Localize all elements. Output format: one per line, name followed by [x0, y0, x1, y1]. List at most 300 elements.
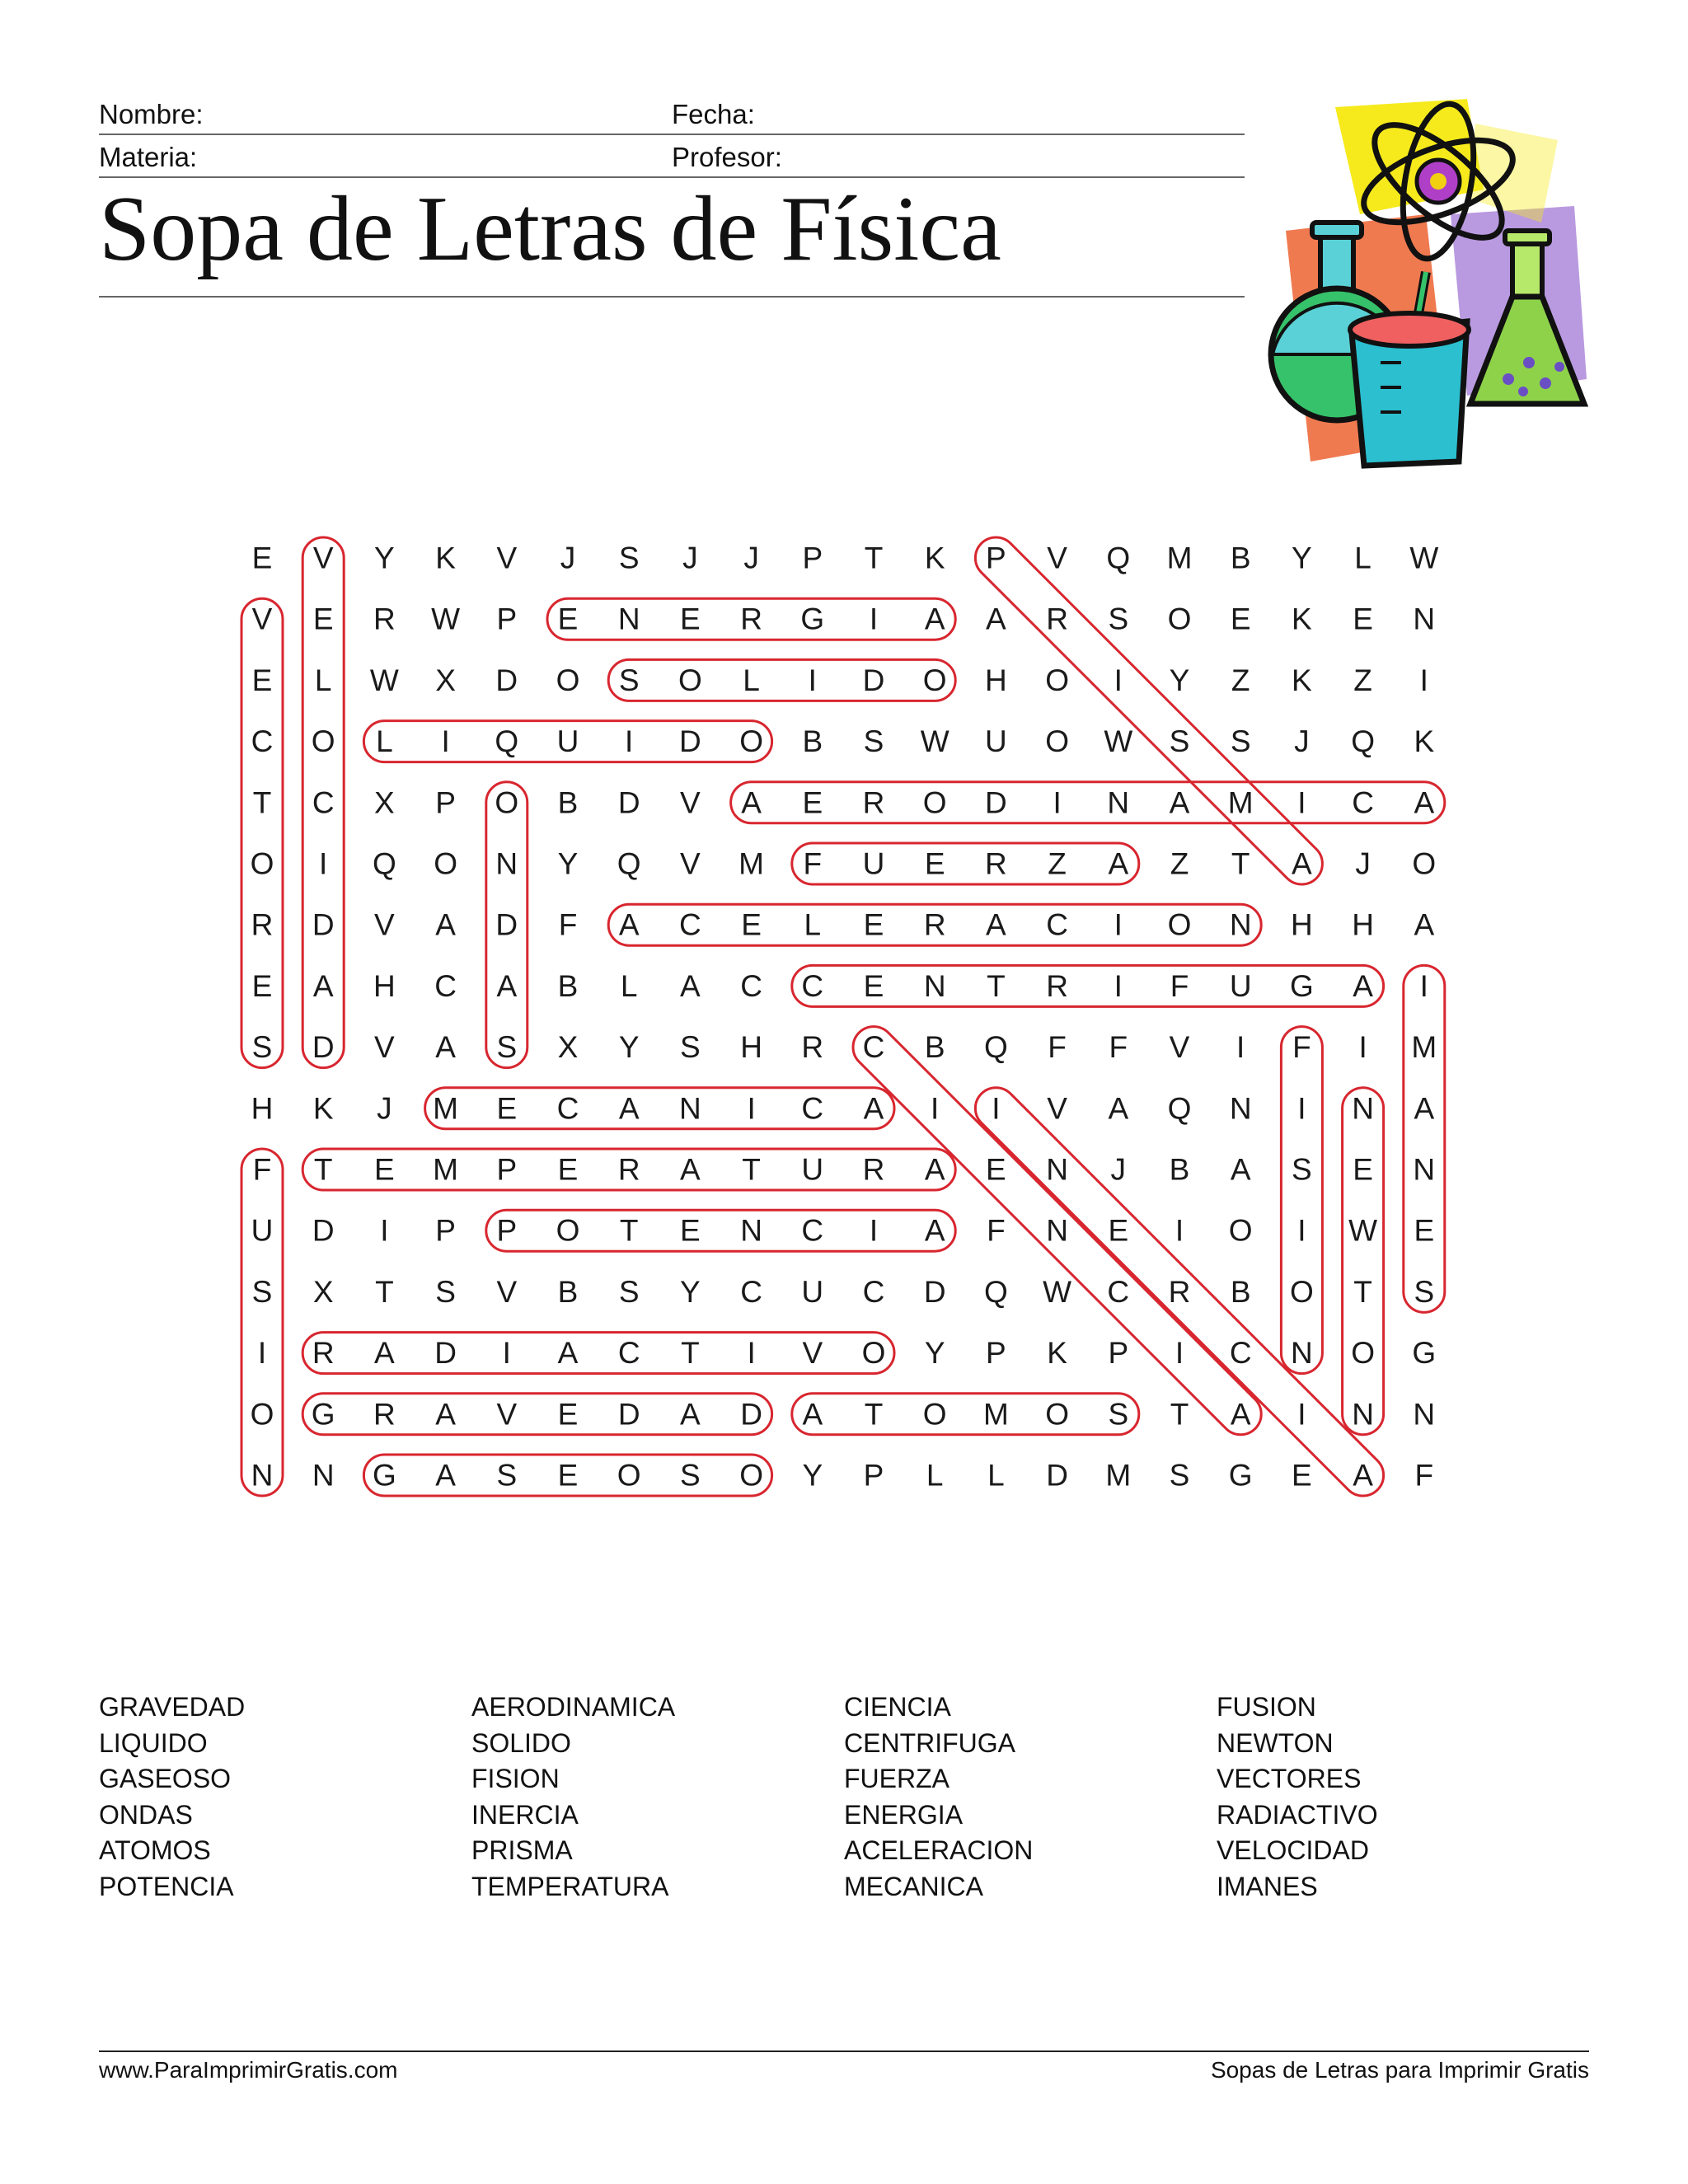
- grid-letter[interactable]: Q: [984, 1274, 1008, 1309]
- grid-letter[interactable]: A: [680, 968, 701, 1003]
- grid-letter[interactable]: E: [741, 907, 762, 942]
- grid-letter[interactable]: F: [1414, 1458, 1434, 1493]
- grid-letter[interactable]: N: [495, 846, 518, 881]
- grid-letter[interactable]: P: [496, 1213, 518, 1248]
- grid-letter[interactable]: C: [862, 1030, 885, 1065]
- grid-letter[interactable]: D: [985, 785, 1007, 820]
- grid-letter[interactable]: X: [557, 1030, 579, 1065]
- grid-letter[interactable]: O: [250, 846, 274, 881]
- grid-letter[interactable]: A: [1414, 785, 1435, 820]
- grid-letter[interactable]: N: [1413, 602, 1436, 636]
- grid-letter[interactable]: D: [312, 1030, 335, 1065]
- grid-letter[interactable]: U: [556, 724, 579, 759]
- grid-letter[interactable]: F: [1170, 968, 1189, 1003]
- grid-letter[interactable]: S: [618, 663, 640, 697]
- grid-letter[interactable]: H: [373, 968, 396, 1003]
- grid-letter[interactable]: Q: [373, 846, 396, 881]
- grid-letter[interactable]: O: [617, 1458, 641, 1493]
- grid-letter[interactable]: M: [1227, 785, 1254, 820]
- grid-letter[interactable]: M: [1105, 1458, 1132, 1493]
- grid-letter[interactable]: S: [1292, 1152, 1312, 1187]
- grid-letter[interactable]: F: [987, 1213, 1006, 1248]
- grid-letter[interactable]: W: [1409, 541, 1439, 575]
- grid-letter[interactable]: P: [496, 602, 518, 636]
- grid-letter[interactable]: R: [1168, 1274, 1191, 1309]
- grid-letter[interactable]: L: [804, 907, 822, 942]
- grid-letter[interactable]: E: [557, 602, 579, 636]
- grid-letter[interactable]: W: [431, 602, 461, 636]
- grid-letter[interactable]: E: [251, 968, 273, 1003]
- grid-letter[interactable]: A: [986, 602, 1006, 636]
- grid-letter[interactable]: C: [617, 1336, 640, 1371]
- grid-letter[interactable]: M: [433, 1091, 459, 1126]
- grid-letter[interactable]: S: [496, 1458, 518, 1493]
- grid-letter[interactable]: W: [920, 724, 950, 759]
- grid-letter[interactable]: A: [435, 1458, 456, 1493]
- grid-letter[interactable]: A: [1292, 846, 1312, 881]
- grid-letter[interactable]: N: [1352, 1397, 1374, 1432]
- grid-letter[interactable]: Y: [680, 1274, 701, 1309]
- grid-letter[interactable]: S: [680, 1458, 701, 1493]
- grid-letter[interactable]: M: [738, 846, 765, 881]
- grid-letter[interactable]: O: [434, 846, 457, 881]
- grid-letter[interactable]: K: [924, 541, 945, 575]
- grid-letter[interactable]: J: [743, 541, 759, 575]
- grid-letter[interactable]: Q: [1167, 1091, 1192, 1126]
- grid-letter[interactable]: Y: [802, 1458, 823, 1493]
- grid-letter[interactable]: O: [678, 663, 702, 697]
- grid-letter[interactable]: L: [926, 1458, 944, 1493]
- grid-letter[interactable]: V: [496, 541, 518, 575]
- grid-letter[interactable]: K: [312, 1091, 334, 1126]
- grid-letter[interactable]: J: [1355, 846, 1371, 881]
- grid-letter[interactable]: T: [1231, 846, 1250, 881]
- grid-letter[interactable]: I: [747, 1336, 756, 1371]
- grid-letter[interactable]: V: [1169, 1030, 1190, 1065]
- grid-letter[interactable]: K: [1414, 724, 1435, 759]
- grid-letter[interactable]: A: [1414, 1091, 1435, 1126]
- grid-letter[interactable]: I: [502, 1336, 511, 1371]
- grid-letter[interactable]: I: [1358, 1030, 1367, 1065]
- grid-letter[interactable]: E: [1230, 602, 1251, 636]
- grid-letter[interactable]: W: [369, 663, 399, 697]
- grid-letter[interactable]: O: [1228, 1213, 1253, 1248]
- grid-letter[interactable]: A: [557, 1336, 579, 1371]
- grid-letter[interactable]: Q: [984, 1030, 1008, 1065]
- grid-letter[interactable]: O: [739, 1458, 763, 1493]
- grid-letter[interactable]: E: [1414, 1213, 1435, 1248]
- grid-letter[interactable]: D: [679, 724, 701, 759]
- grid-letter[interactable]: T: [742, 1152, 761, 1187]
- grid-letter[interactable]: O: [1167, 602, 1192, 636]
- grid-letter[interactable]: Y: [557, 846, 579, 881]
- grid-letter[interactable]: R: [862, 1152, 885, 1187]
- grid-letter[interactable]: Z: [1170, 846, 1189, 881]
- grid-letter[interactable]: E: [986, 1152, 1006, 1187]
- grid-letter[interactable]: I: [808, 663, 817, 697]
- grid-letter[interactable]: O: [250, 1397, 274, 1432]
- grid-letter[interactable]: O: [861, 1336, 886, 1371]
- grid-letter[interactable]: X: [374, 785, 395, 820]
- grid-letter[interactable]: E: [1353, 1152, 1373, 1187]
- grid-letter[interactable]: H: [1352, 907, 1374, 942]
- grid-letter[interactable]: R: [312, 1336, 335, 1371]
- grid-letter[interactable]: T: [864, 541, 884, 575]
- grid-letter[interactable]: C: [556, 1091, 579, 1126]
- grid-letter[interactable]: I: [869, 1213, 879, 1248]
- grid-letter[interactable]: N: [1291, 1336, 1313, 1371]
- grid-letter[interactable]: I: [1297, 1091, 1306, 1126]
- grid-letter[interactable]: N: [1046, 1152, 1068, 1187]
- grid-letter[interactable]: F: [558, 907, 578, 942]
- grid-letter[interactable]: G: [311, 1397, 335, 1432]
- grid-letter[interactable]: B: [1230, 1274, 1251, 1309]
- grid-letter[interactable]: J: [560, 541, 576, 575]
- grid-letter[interactable]: R: [1046, 602, 1068, 636]
- grid-letter[interactable]: Q: [495, 724, 519, 759]
- grid-letter[interactable]: S: [251, 1030, 273, 1065]
- grid-letter[interactable]: G: [1228, 1458, 1253, 1493]
- grid-letter[interactable]: E: [251, 541, 273, 575]
- grid-letter[interactable]: I: [380, 1213, 389, 1248]
- grid-letter[interactable]: I: [257, 1336, 267, 1371]
- grid-letter[interactable]: Q: [1351, 724, 1375, 759]
- grid-letter[interactable]: V: [312, 541, 334, 575]
- grid-letter[interactable]: L: [1354, 541, 1372, 575]
- grid-letter[interactable]: E: [312, 602, 334, 636]
- grid-letter[interactable]: Z: [1048, 846, 1067, 881]
- grid-letter[interactable]: Y: [618, 1030, 640, 1065]
- grid-letter[interactable]: I: [747, 1091, 756, 1126]
- grid-letter[interactable]: V: [496, 1274, 518, 1309]
- grid-letter[interactable]: N: [1413, 1152, 1436, 1187]
- grid-letter[interactable]: S: [618, 541, 640, 575]
- grid-letter[interactable]: A: [1108, 846, 1129, 881]
- grid-letter[interactable]: O: [1045, 1397, 1069, 1432]
- grid-letter[interactable]: P: [496, 1152, 518, 1187]
- grid-letter[interactable]: I: [1419, 663, 1428, 697]
- grid-letter[interactable]: D: [312, 907, 335, 942]
- grid-letter[interactable]: S: [1108, 602, 1129, 636]
- grid-letter[interactable]: I: [1297, 1397, 1306, 1432]
- grid-letter[interactable]: N: [679, 1091, 701, 1126]
- grid-letter[interactable]: H: [985, 663, 1007, 697]
- grid-letter[interactable]: R: [740, 602, 762, 636]
- grid-letter[interactable]: N: [251, 1458, 274, 1493]
- grid-letter[interactable]: I: [1297, 1213, 1306, 1248]
- grid-letter[interactable]: A: [1169, 785, 1190, 820]
- grid-letter[interactable]: C: [862, 1274, 885, 1309]
- grid-letter[interactable]: N: [923, 968, 946, 1003]
- grid-letter[interactable]: G: [373, 1458, 396, 1493]
- grid-letter[interactable]: I: [1297, 785, 1306, 820]
- grid-letter[interactable]: P: [986, 541, 1006, 575]
- grid-letter[interactable]: E: [680, 602, 701, 636]
- grid-letter[interactable]: S: [435, 1274, 456, 1309]
- grid-letter[interactable]: O: [922, 785, 947, 820]
- grid-letter[interactable]: H: [740, 1030, 762, 1065]
- grid-letter[interactable]: X: [435, 663, 456, 697]
- grid-letter[interactable]: C: [801, 1091, 824, 1126]
- grid-letter[interactable]: R: [923, 907, 946, 942]
- grid-letter[interactable]: T: [619, 1213, 639, 1248]
- grid-letter[interactable]: N: [1229, 907, 1252, 942]
- grid-letter[interactable]: A: [741, 785, 762, 820]
- grid-letter[interactable]: B: [1230, 541, 1251, 575]
- grid-letter[interactable]: C: [434, 968, 457, 1003]
- grid-letter[interactable]: A: [1230, 1397, 1251, 1432]
- grid-letter[interactable]: N: [617, 602, 640, 636]
- grid-letter[interactable]: W: [1043, 1274, 1072, 1309]
- grid-letter[interactable]: A: [312, 968, 334, 1003]
- grid-letter[interactable]: Z: [1353, 663, 1372, 697]
- grid-letter[interactable]: E: [1108, 1213, 1129, 1248]
- grid-letter[interactable]: R: [251, 907, 274, 942]
- grid-letter[interactable]: V: [374, 907, 395, 942]
- grid-letter[interactable]: C: [801, 1213, 824, 1248]
- grid-letter[interactable]: D: [1046, 1458, 1068, 1493]
- grid-letter[interactable]: C: [312, 785, 335, 820]
- grid-letter[interactable]: O: [1167, 907, 1192, 942]
- grid-letter[interactable]: C: [1046, 907, 1068, 942]
- grid-letter[interactable]: A: [1414, 907, 1435, 942]
- grid-letter[interactable]: C: [1107, 1274, 1130, 1309]
- grid-letter[interactable]: G: [1290, 968, 1314, 1003]
- grid-letter[interactable]: V: [680, 785, 701, 820]
- grid-letter[interactable]: E: [924, 846, 945, 881]
- grid-letter[interactable]: C: [251, 724, 274, 759]
- grid-letter[interactable]: I: [1114, 663, 1123, 697]
- grid-letter[interactable]: T: [1170, 1397, 1189, 1432]
- grid-letter[interactable]: I: [1175, 1213, 1184, 1248]
- grid-letter[interactable]: O: [1351, 1336, 1375, 1371]
- grid-letter[interactable]: D: [923, 1274, 946, 1309]
- grid-letter[interactable]: Y: [1169, 663, 1190, 697]
- grid-letter[interactable]: S: [680, 1030, 701, 1065]
- grid-letter[interactable]: Z: [1231, 663, 1250, 697]
- grid-letter[interactable]: G: [1412, 1336, 1437, 1371]
- grid-letter[interactable]: C: [740, 1274, 762, 1309]
- grid-letter[interactable]: V: [496, 1397, 518, 1432]
- grid-letter[interactable]: J: [377, 1091, 392, 1126]
- grid-letter[interactable]: X: [312, 1274, 334, 1309]
- grid-letter[interactable]: P: [435, 1213, 456, 1248]
- grid-letter[interactable]: L: [314, 663, 332, 697]
- grid-letter[interactable]: A: [1353, 1458, 1373, 1493]
- grid-letter[interactable]: P: [435, 785, 456, 820]
- grid-letter[interactable]: D: [740, 1397, 762, 1432]
- grid-letter[interactable]: A: [1230, 1152, 1251, 1187]
- grid-letter[interactable]: K: [435, 541, 456, 575]
- grid-letter[interactable]: E: [251, 663, 273, 697]
- grid-letter[interactable]: U: [801, 1274, 824, 1309]
- grid-letter[interactable]: M: [1411, 1030, 1437, 1065]
- grid-letter[interactable]: S: [1169, 724, 1190, 759]
- grid-letter[interactable]: D: [434, 1336, 457, 1371]
- grid-letter[interactable]: D: [617, 1397, 640, 1432]
- grid-letter[interactable]: K: [1292, 602, 1312, 636]
- grid-letter[interactable]: R: [373, 1397, 396, 1432]
- grid-letter[interactable]: B: [557, 968, 579, 1003]
- grid-letter[interactable]: T: [1353, 1274, 1372, 1309]
- grid-letter[interactable]: U: [985, 724, 1007, 759]
- grid-letter[interactable]: D: [617, 785, 640, 820]
- grid-letter[interactable]: O: [556, 1213, 580, 1248]
- grid-letter[interactable]: N: [312, 1458, 335, 1493]
- grid-letter[interactable]: O: [1045, 724, 1069, 759]
- grid-letter[interactable]: I: [1175, 1336, 1184, 1371]
- grid-letter[interactable]: L: [987, 1458, 1005, 1493]
- grid-letter[interactable]: W: [1348, 1213, 1378, 1248]
- grid-letter[interactable]: N: [1352, 1091, 1374, 1126]
- grid-letter[interactable]: U: [801, 1152, 824, 1187]
- grid-letter[interactable]: T: [252, 785, 272, 820]
- grid-letter[interactable]: M: [433, 1152, 459, 1187]
- grid-letter[interactable]: F: [1048, 1030, 1067, 1065]
- grid-letter[interactable]: S: [863, 724, 884, 759]
- grid-letter[interactable]: F: [252, 1152, 272, 1187]
- grid-letter[interactable]: E: [1292, 1458, 1312, 1493]
- grid-letter[interactable]: E: [802, 785, 823, 820]
- grid-letter[interactable]: N: [1107, 785, 1130, 820]
- grid-letter[interactable]: R: [1046, 968, 1068, 1003]
- grid-letter[interactable]: P: [802, 541, 823, 575]
- grid-letter[interactable]: Q: [1106, 541, 1131, 575]
- grid-letter[interactable]: M: [982, 1397, 1009, 1432]
- grid-letter[interactable]: O: [1412, 846, 1437, 881]
- grid-letter[interactable]: A: [374, 1336, 395, 1371]
- grid-letter[interactable]: S: [1108, 1397, 1129, 1432]
- grid-letter[interactable]: A: [863, 1091, 884, 1126]
- grid-letter[interactable]: E: [1353, 602, 1373, 636]
- grid-letter[interactable]: R: [373, 602, 396, 636]
- grid-letter[interactable]: E: [496, 1091, 518, 1126]
- grid-letter[interactable]: O: [311, 724, 335, 759]
- grid-letter[interactable]: I: [869, 602, 879, 636]
- grid-letter[interactable]: V: [374, 1030, 395, 1065]
- grid-letter[interactable]: J: [1294, 724, 1310, 759]
- grid-letter[interactable]: I: [1053, 785, 1062, 820]
- grid-letter[interactable]: M: [1166, 541, 1193, 575]
- grid-letter[interactable]: C: [801, 968, 824, 1003]
- grid-letter[interactable]: O: [556, 663, 580, 697]
- grid-letter[interactable]: T: [987, 968, 1006, 1003]
- grid-letter[interactable]: J: [682, 541, 698, 575]
- grid-letter[interactable]: I: [1114, 907, 1123, 942]
- grid-letter[interactable]: I: [1419, 968, 1428, 1003]
- grid-letter[interactable]: C: [740, 968, 762, 1003]
- grid-letter[interactable]: B: [557, 1274, 579, 1309]
- grid-letter[interactable]: A: [435, 1397, 456, 1432]
- grid-letter[interactable]: V: [251, 602, 273, 636]
- grid-letter[interactable]: Y: [374, 541, 395, 575]
- grid-letter[interactable]: O: [1290, 1274, 1314, 1309]
- grid-letter[interactable]: E: [557, 1397, 579, 1432]
- grid-letter[interactable]: K: [1292, 663, 1312, 697]
- grid-letter[interactable]: L: [376, 724, 393, 759]
- grid-letter[interactable]: D: [495, 907, 518, 942]
- grid-letter[interactable]: A: [618, 907, 640, 942]
- grid-letter[interactable]: F: [803, 846, 823, 881]
- grid-letter[interactable]: B: [557, 785, 579, 820]
- grid-letter[interactable]: U: [1229, 968, 1252, 1003]
- grid-letter[interactable]: F: [1109, 1030, 1128, 1065]
- grid-letter[interactable]: C: [1352, 785, 1374, 820]
- grid-letter[interactable]: N: [1046, 1213, 1068, 1248]
- grid-letter[interactable]: S: [618, 1274, 640, 1309]
- grid-letter[interactable]: O: [922, 663, 947, 697]
- grid-letter[interactable]: P: [1108, 1336, 1129, 1371]
- grid-letter[interactable]: A: [1353, 968, 1373, 1003]
- grid-letter[interactable]: O: [922, 1397, 947, 1432]
- grid-letter[interactable]: R: [862, 785, 885, 820]
- grid-letter[interactable]: I: [992, 1091, 1001, 1126]
- grid-letter[interactable]: U: [251, 1213, 274, 1248]
- grid-letter[interactable]: H: [1291, 907, 1313, 942]
- grid-letter[interactable]: V: [1047, 541, 1067, 575]
- grid-letter[interactable]: N: [1229, 1091, 1252, 1126]
- grid-letter[interactable]: A: [924, 1152, 945, 1187]
- grid-letter[interactable]: A: [618, 1091, 640, 1126]
- grid-letter[interactable]: D: [495, 663, 518, 697]
- grid-letter[interactable]: B: [802, 724, 823, 759]
- grid-letter[interactable]: B: [924, 1030, 945, 1065]
- grid-letter[interactable]: G: [800, 602, 825, 636]
- grid-letter[interactable]: A: [1108, 1091, 1129, 1126]
- grid-letter[interactable]: Q: [617, 846, 641, 881]
- grid-letter[interactable]: V: [680, 846, 701, 881]
- grid-letter[interactable]: I: [625, 724, 634, 759]
- grid-letter[interactable]: D: [312, 1213, 335, 1248]
- grid-letter[interactable]: F: [1292, 1030, 1311, 1065]
- grid-letter[interactable]: S: [1414, 1274, 1435, 1309]
- grid-letter[interactable]: K: [1047, 1336, 1067, 1371]
- grid-letter[interactable]: R: [801, 1030, 824, 1065]
- grid-letter[interactable]: R: [985, 846, 1007, 881]
- grid-letter[interactable]: A: [680, 1397, 701, 1432]
- grid-letter[interactable]: N: [740, 1213, 762, 1248]
- grid-letter[interactable]: A: [435, 907, 456, 942]
- grid-letter[interactable]: A: [924, 1213, 945, 1248]
- grid-letter[interactable]: A: [496, 968, 518, 1003]
- grid-letter[interactable]: I: [1236, 1030, 1245, 1065]
- grid-letter[interactable]: E: [557, 1458, 579, 1493]
- grid-letter[interactable]: L: [743, 663, 760, 697]
- grid-letter[interactable]: T: [375, 1274, 394, 1309]
- grid-letter[interactable]: B: [1169, 1152, 1190, 1187]
- grid-letter[interactable]: A: [924, 602, 945, 636]
- grid-letter[interactable]: L: [620, 968, 638, 1003]
- grid-letter[interactable]: T: [681, 1336, 700, 1371]
- grid-letter[interactable]: S: [496, 1030, 518, 1065]
- grid-letter[interactable]: S: [1230, 724, 1251, 759]
- grid-letter[interactable]: N: [1413, 1397, 1436, 1432]
- grid-letter[interactable]: H: [251, 1091, 274, 1126]
- grid-letter[interactable]: C: [679, 907, 701, 942]
- grid-letter[interactable]: R: [617, 1152, 640, 1187]
- grid-letter[interactable]: I: [441, 724, 450, 759]
- grid-letter[interactable]: S: [251, 1274, 273, 1309]
- grid-letter[interactable]: W: [1104, 724, 1133, 759]
- grid-letter[interactable]: C: [1229, 1336, 1252, 1371]
- grid-letter[interactable]: A: [680, 1152, 701, 1187]
- grid-letter[interactable]: O: [1045, 663, 1069, 697]
- grid-letter[interactable]: S: [1169, 1458, 1190, 1493]
- grid-letter[interactable]: Y: [924, 1336, 945, 1371]
- grid-letter[interactable]: E: [680, 1213, 701, 1248]
- grid-letter[interactable]: I: [931, 1091, 940, 1126]
- grid-letter[interactable]: A: [802, 1397, 823, 1432]
